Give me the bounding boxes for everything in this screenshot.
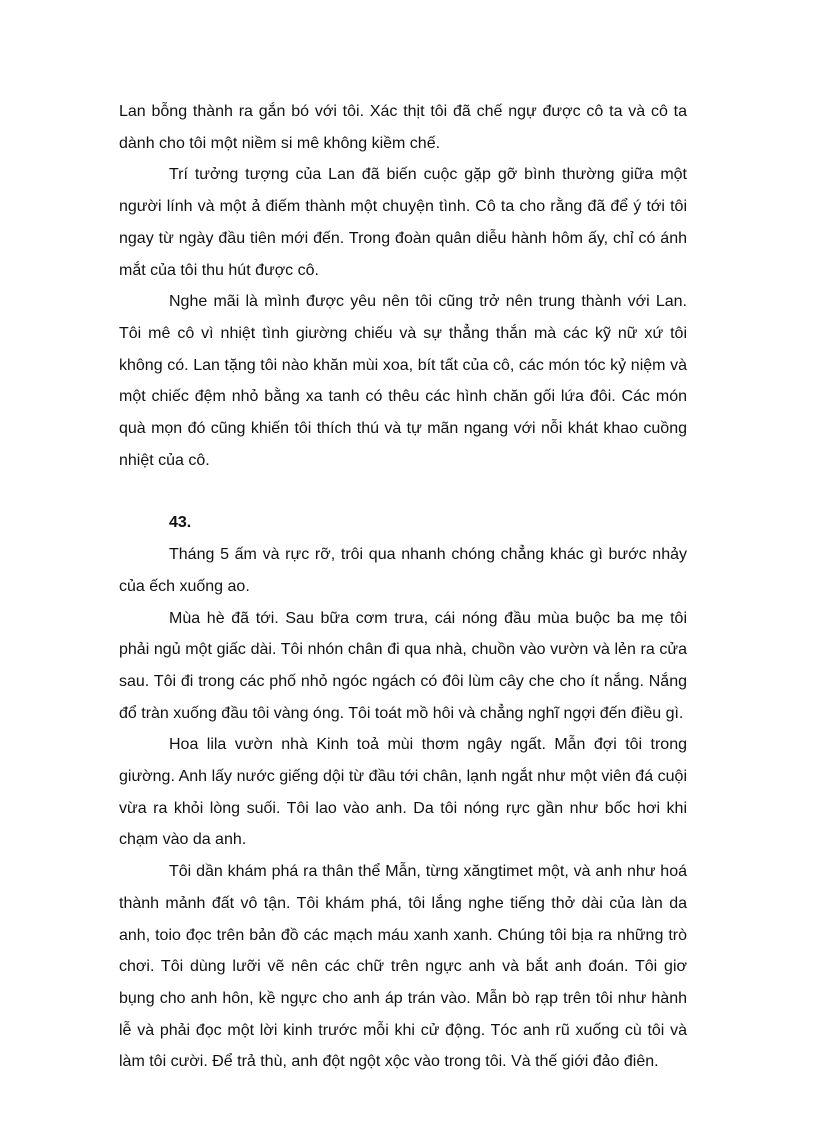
paragraph-4: Tháng 5 ấm và rực rỡ, trôi qua nhanh chóng chẳng khác gì bước nhảy của ếch xuống ao. xyxy=(119,546,687,595)
paragraph-7: Tôi dần khám phá ra thân thể Mẫn, từng xăngtimet một, và anh như hoá thành mảnh đất vô tận. Tôi khám phá, tôi lắng nghe tiếng thở dài của làn da anh, toio đọc trên bản đồ các mạch máu xanh xanh. Chúng tôi bịa ra những trò chơi. Tôi dùng lưỡi vẽ nên các chữ trên ngực anh và bắt anh đoán. Tôi giơ bụng cho anh hôn, kề ngực cho anh áp trán vào. Mẫn bò rạp trên tôi như hành lễ và phải đọc một lời kinh trước mỗi khi cử động. Tóc anh rũ xuống cù tôi và làm tôi cười. Để trả thù, anh đột ngột xộc vào trong tôi. Và thế giới đảo điên. xyxy=(119,863,687,1071)
section-heading: 43. xyxy=(169,514,192,532)
paragraph-1: Lan bỗng thành ra gắn bó với tôi. Xác thịt tôi đã chế ngự được cô ta và cô ta dành cho tôi một niềm si mê không kiềm chế. xyxy=(119,103,687,152)
paragraph-6: Hoa lila vườn nhà Kinh toả mùi thơm ngây ngất. Mẫn đợi tôi trong giường. Anh lấy nước giếng dội từ đầu tới chân, lạnh ngắt như một viên đá cuội vừa ra khỏi lòng suối. Tôi lao vào anh. Da tôi nóng rực gần như bốc hơi khi chạm vào da anh. xyxy=(119,736,687,849)
paragraph-2: Trí tưởng tượng của Lan đã biến cuộc gặp gỡ bình thường giữa một người lính và một ả điếm thành một chuyện tình. Cô ta cho rằng đã để ý tới tôi ngay từ ngày đầu tiên mới đến. Trong đoàn quân diễu hành hôm ấy, chỉ có ánh mắt của tôi thu hút được cô. xyxy=(119,166,687,279)
body-text xyxy=(119,96,687,1078)
paragraph-5: Mùa hè đã tới. Sau bữa cơm trưa, cái nóng đầu mùa buộc ba mẹ tôi phải ngủ một giấc dài. Tôi nhón chân đi qua nhà, chuồn vào vườn và lẻn ra cửa sau. Tôi đi trong các phố nhỏ ngóc ngách có đôi lùm cây che cho ít nắng. Nắng đổ tràn xuống đầu tôi vàng óng. Tôi toát mồ hôi và chẳng nghĩ ngợi đến điều gì. xyxy=(119,609,687,722)
paragraph-3: Nghe mãi là mình được yêu nên tôi cũng trở nên trung thành với Lan. Tôi mê cô vì nhiệt tình giường chiếu và sự thẳng thắn mà các kỹ nữ xứ tôi không có. Lan tặng tôi nào khăn mùi xoa, bít tất của cô, các món tóc kỷ niệm và một chiếc đệm nhỏ bằng xa tanh có thêu các hình chăn gối lứa đôi. Các món quà mọn đó cũng khiến tôi thích thú và tự mãn ngang với nỗi khát khao cuồng nhiệt của cô. xyxy=(119,293,687,469)
